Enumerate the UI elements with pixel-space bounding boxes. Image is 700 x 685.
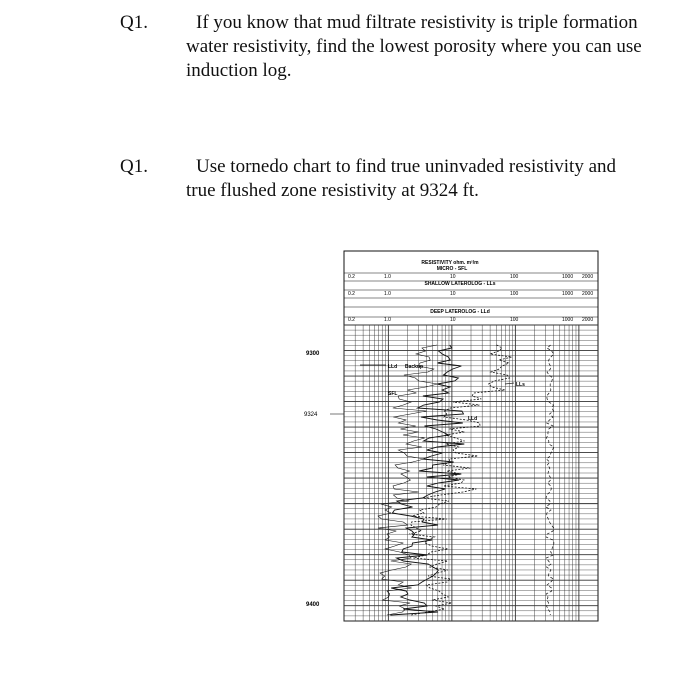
track3-scale-5: 2000	[582, 317, 594, 323]
header-title: RESISTIVITY ohm. m²/m	[421, 260, 479, 266]
depth-label-9324: 9324	[304, 412, 318, 418]
curve-label-backup: Backup	[405, 364, 424, 370]
track2-scale-2: 10	[450, 291, 456, 297]
log-grid	[344, 251, 598, 621]
track1-scale-5: 2000	[582, 274, 594, 280]
curve-sfl	[378, 345, 438, 615]
curve-label-lld: LLd	[388, 364, 398, 370]
depth-label-9300: 9300	[306, 351, 320, 357]
track1-scale-0: 0.2	[348, 274, 355, 280]
track2-scale-5: 2000	[582, 291, 594, 297]
track2-scale-4: 1000	[562, 291, 574, 297]
track1-scale-3: 100	[510, 274, 519, 280]
track2-scale-3: 100	[510, 291, 519, 297]
track3-scale-4: 1000	[562, 317, 574, 323]
question-2-number: Q1.	[120, 156, 148, 177]
header-track1-name: MICRO - SFL	[436, 266, 468, 272]
header-track3-name: DEEP LATEROLOG - LLd	[430, 309, 490, 315]
depth-label-9400: 9400	[306, 602, 320, 608]
resistivity-log-figure	[300, 243, 610, 623]
question-1-number: Q1.	[120, 12, 148, 33]
curve-backup	[546, 345, 554, 615]
track3-scale-2: 10	[450, 317, 456, 323]
track2-scale-1: 1.0	[384, 291, 391, 297]
question-1-text: If you know that mud filtrate resistivity is triple formation water resistivity, find the lowest porosity where you can use induction log.	[186, 12, 642, 81]
curve-label-lld-2: LLd	[468, 416, 478, 422]
track2-scale-0: 0.2	[348, 291, 355, 297]
track3-scale-1: 1.0	[384, 317, 391, 323]
question-2-text: Use tornedo chart to find true uninvaded resistivity and true flushed zone resistivity at 9324 ft.	[186, 156, 617, 201]
header-track2-name: SHALLOW LATEROLOG - LLs	[424, 281, 496, 287]
log-curves	[378, 345, 554, 615]
track3-scale-0: 0.2	[348, 317, 355, 323]
track1-scale-4: 1000	[562, 274, 574, 280]
track1-scale-2: 10	[450, 274, 456, 280]
curve-label-sfl: SFL	[388, 391, 398, 397]
track3-scale-3: 100	[510, 317, 519, 323]
track1-scale-1: 1.0	[384, 274, 391, 280]
curve-lld	[390, 345, 464, 615]
curve-label-lls: LLs	[516, 382, 525, 388]
